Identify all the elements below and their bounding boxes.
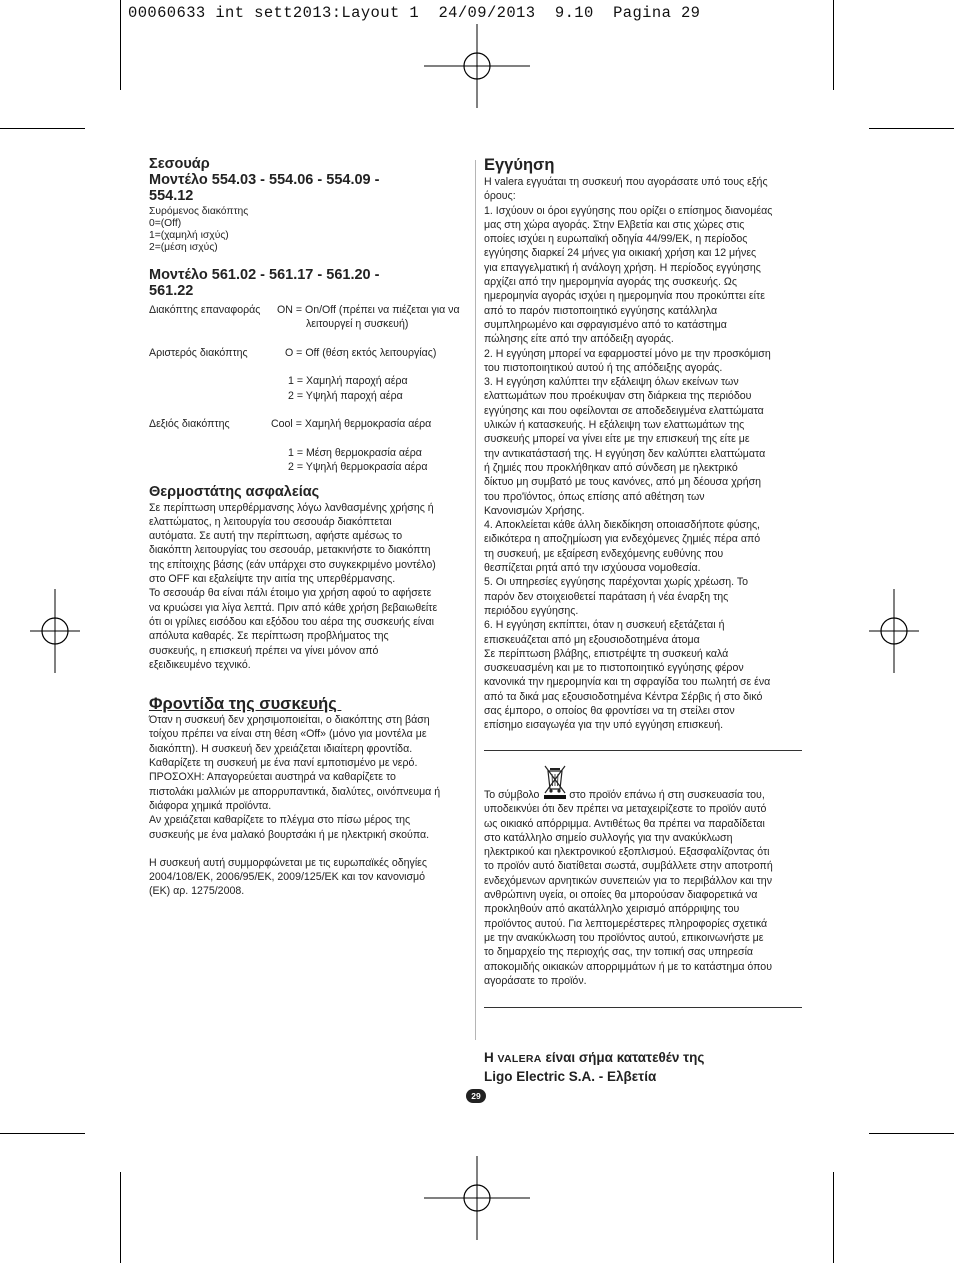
care-text: Όταν η συσκευή δεν χρησιμοποιείται, ο διακόπτης στη βάση τοίχου πρέπει να είναι στη θέση «Off» (μόνο για μοντέλα με διακόπτη). Η συσκευή δεν χρειάζεται ιδιαίτερη φροντίδα. Καθαρίζετε τη συσκευή με ένα πανί εμποτισμένο με νερό. ΠΡΟΣΟΧΗ: Απαγορεύεται αυστηρά να καθαρίζετε το πιστολάκι μαλλιών με απορρυπαντικά, διαλύτες, οινόπνευμα ή διάφορα χημικά προϊόντα. Αν χρειάζεται καθαρίζετε το πλέγμα στο πίσω μέρος της συσκευής με ένα μαλακό βουρτσάκι ή με ηλεκτρική σκούπα. [149, 714, 441, 841]
crop-mark [833, 1172, 834, 1263]
print-slug: 00060633 int sett2013:Layout 1 24/09/2013 9.10 Pagina 29 [128, 4, 701, 22]
list-item: 4. Αποκλείεται κάθε άλλη διεκδίκηση οποιασδήποτε φύσης, ειδικότερα η αποζημίωση για ενδεχόμενες ζημιές πέρα από τη συσκευή, με εξαίρεση ενδεχόμενης ευθύνης που θεσπίζεται ρητά από την ισχύουσα νομοθεσία. [484, 519, 761, 575]
divider-rule [484, 1007, 802, 1008]
thermostat-heading: Θερμοστάτης ασφαλείας [149, 483, 320, 500]
crop-mark [120, 0, 121, 90]
controls-table: Διακόπτης επαναφοράς ON = On/Off (πρέπει να πιέζεται για να λειτουργεί η συσκευή) Αριστερός διακόπτης O = Off (θέση εκτός λειτουργίας) 1 = Χαμηλή παροχή αέρα 2 = Υψηλή παροχή αέρα Δεξιός διακόπτης Cool = Χαμηλή θερμοκρασία αέρα 1 = Μέση θερμοκρασία αέρα 2 = Υψηλή θερμοκρασία αέρα [149, 304, 460, 474]
crop-mark [0, 128, 85, 129]
column-divider [475, 160, 476, 1040]
right-switch-value: Cool = Χαμηλή θερμοκρασία αέρα [271, 418, 432, 431]
left-column [149, 156, 469, 899]
page-number-badge: 29 [466, 1089, 486, 1103]
crop-mark [869, 128, 954, 129]
registration-mark-icon [424, 24, 530, 108]
weee-crossed-bin-icon [542, 788, 566, 802]
reset-switch-label: Διακόπτης επαναφοράς [149, 304, 261, 316]
warranty-heading: Εγγύηση [484, 156, 555, 174]
weee-notice: Το σύμβολο στο προϊόν επάνω ή στη συσκευασία του, υποδεικνύει ότι δεν πρέπει να μεταχειρίζεστε το προϊόν αυτό ως οικιακό απόρριμμα. Αντιθέτως θα πρέπει να παραδίδεται στο κατάλληλο σημείο συλλογής για την ανακύκλωση ηλεκτρικού και ηλεκτρονικού εξοπλισμού. Εξασφαλίζοντας ότι το προϊόν αυτό διατίθεται σωστά, συμβάλλετε στην αποτροπή ενδεχόμενων αρνητικών συνεπειών για το περιβάλλον και την ανθρώπινη υγεία, οι οποίες θα μπορούσαν διαφορετικά να προκληθούν από ακατάλληλο χειρισμό απόρριψης του προϊόντος αυτού. Για λεπτομερέστερες πληροφορίες σχετικά με την ανακύκλωση του προϊόντος αυτού, επικοινωνήστε με το δημαρχείο της περιοχής σας, την τοπική σας υπηρεσία αποκομιδής οικιακών απορριμμάτων ή με το κατάστημα όπου αγοράσατε το προϊόν. [484, 788, 804, 988]
warranty-terms-list [484, 204, 804, 647]
registration-mark-icon [30, 589, 80, 673]
crop-mark [0, 1133, 85, 1134]
right-column [484, 156, 804, 733]
left-switch-label: Αριστερός διακόπτης [149, 346, 248, 359]
compliance-text: Η συσκευή αυτή συμμορφώνεται με τις ευρωπαϊκές οδηγίες 2004/108/ΕΚ, 2006/95/ΕΚ, 2009/125/ΕΚ και τον κανονισμό (ΕΚ) αρ. 1275/2008. [149, 856, 428, 898]
repair-instructions: Σε περίπτωση βλάβης, επιστρέψτε τη συσκευή καλά συσκευασμένη και με το πιστοποιητικό εγγύησης φέρον κανονικά την ημερομηνία και τη σφραγίδα του πωλητή σε ένα από τα δικά μας εξουσιοδοτημένα Κέντρα Σέρβις ή στο δικό σας έμπορο, ο οποίος θα φροντίσει να τη στείλει στον επίσημο εισαγωγέα για την υπό εγγύηση επισκευή. [484, 647, 771, 732]
care-heading: Φροντίδα της συσκευής [149, 695, 342, 714]
left-switch-value: O = Off (θέση εκτός λειτουργίας) [285, 346, 437, 359]
list-item: 2. Η εγγύηση μπορεί να εφαρμοστεί μόνο με την προσκόμιση του πιστοποιητικού αυτού ή της απόδειξης αγοράς. [484, 347, 771, 374]
model-heading-2: Μοντέλο 561.02 - 561.17 - 561.20 - 561.22 [149, 267, 380, 299]
thermostat-text: Σε περίπτωση υπερθέρμανσης λόγω λανθασμένης χρήσης ή ελαττώματος, η λειτουργία του σεσουάρ διακόπτεται αυτόματα. Σε αυτή την περίπτωση, αφήστε αμέσως το διακόπτη λειτουργίας του σεσουάρ, μετακινήστε το διακόπτη της επίτοιχης βάσης (εάν υπάρχει στο συγκεκριμένο μοντέλο) στο OFF και εξαλείψτε την αιτία της υπερθέρμανσης. Το σεσουάρ θα είναι πάλι έτοιμο για χρήση αφού το αφήσετε να κρυώσει για λίγα λεπτά. Πριν από κάθε χρήση βεβαιωθείτε ότι οι γρίλιες εισόδου και εξόδου του αέρα της συσκευής είναι απόλυτα καθαρές. Σε περίπτωση προβλήματος της συσκευής, η επισκευή πρέπει να γίνει μόνον από εξειδικευμένο τεχνικό. [149, 501, 438, 671]
list-item: 1. Ισχύουν οι όροι εγγύησης που ορίζει ο επίσημος διανομέας μας στη χώρα αγοράς. Στην Ελβετία και στις χώρες στις οποίες ισχύει η ευρωπαϊκή οδηγία 44/99/ΕΚ, η περίοδος εγγύησης διαρκεί 24 μήνες για οικιακή χρήση και 12 μήνες για επαγγελματική ή ανάλογη χρήση. Η περίοδος εγγύησης αρχίζει από την ημερομηνία αγοράς της συσκευής. Ως ημερομηνία αγοράς ισχύει η ημερομηνία που προκύπτει είτε από το παρόν πιστοποιητικό εγγύησης κατάλληλα συμπληρωμένο και σφραγισμένο από το κατάστημα πώλησης είτε από την απόδειξη αγοράς. [484, 204, 773, 346]
crop-mark [869, 1133, 954, 1134]
right-switch-label: Δεξιός διακόπτης [149, 418, 230, 431]
list-item: 6. Η εγγύηση εκπίπτει, όταν η συσκευή εξετάζεται ή επισκευάζεται από μη εξουσιοδοτημένα άτομα [484, 619, 725, 646]
registration-mark-icon [869, 589, 919, 673]
trademark-notice: Η VALERA είναι σήμα κατατεθέν της Ligo Electric S.A. - Ελβετία [484, 1050, 705, 1084]
registration-mark-icon [424, 1156, 530, 1240]
model-heading: Σεσουάρ Μοντέλο 554.03 - 554.06 - 554.09 - 554.12 [149, 156, 380, 204]
crop-mark [833, 0, 834, 90]
slide-switch-description: Συρόμενος διακόπτης 0=(Off) 1=(χαμηλή ισχύς) 2=(μέση ισχύς) [149, 206, 249, 253]
crop-mark [120, 1172, 121, 1263]
brand-name: VALERA [497, 1053, 542, 1065]
reset-switch-value: ON = On/Off (πρέπει να πιέζεται για να [277, 304, 460, 316]
list-item: 5. Οι υπηρεσίες εγγύησης παρέχονται χωρίς χρέωση. Το παρόν δεν στοιχειοθετεί παράταση ή νέα έναρξη της περιόδου εγγύησης. [484, 576, 749, 617]
warranty-intro: Η valera εγγυάται τη συσκευή που αγοράσατε υπό τους εξής όρους: [484, 176, 768, 203]
divider-rule [484, 750, 802, 751]
list-item: 3. Η εγγύηση καλύπτει την εξάλειψη όλων εκείνων των ελαττωμάτων που προέκυψαν στη διάρκεια της περιόδου εγγύησης και που οφείλονται σε αποδεδειγμένα ελαττώματα υλικών ή κατασκευής. Η εξάλειψη των ελαττωμάτων της συσκευής μπορεί να γίνει είτε με την επισκευή της είτε με την αντικατάστασή της. Η εγγύηση δεν καλύπτει ελαττώματα ή ζημιές που προκλήθηκαν από σύνδεση με ηλεκτρικό δίκτυο μη συμβατό με τους κανόνες, από μη δέουσα χρήση του προ'ϊόντος, όπως επίσης από αθέτηση των Κανονισμών Χρήσης. [484, 376, 766, 517]
